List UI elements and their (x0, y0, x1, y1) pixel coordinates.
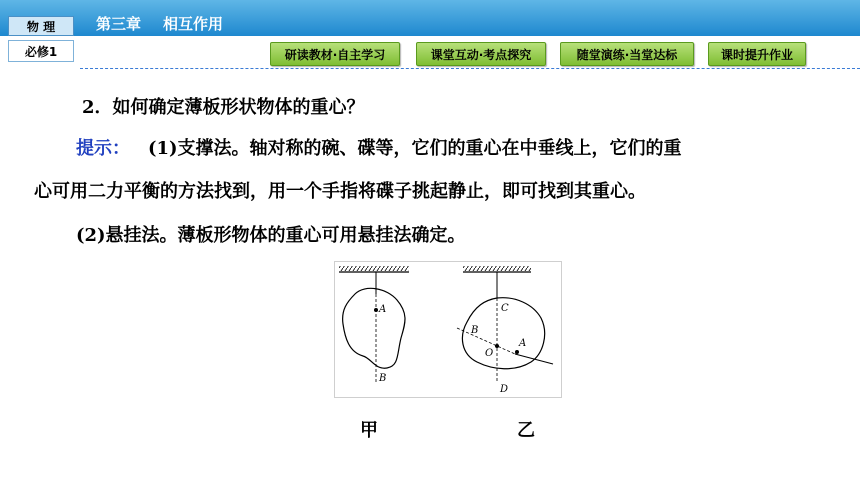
question-text: 2．如何确定薄板形状物体的重心？ (82, 97, 365, 118)
support-method-line1: (1)支撑法。轴对称的碗、碟等，它们的重心在中垂线上，它们的重 (148, 138, 682, 159)
right-point-a (515, 350, 519, 354)
chapter-title (96, 13, 245, 34)
chapter-name: 相互作用 (163, 15, 224, 33)
left-ceiling-hatch (339, 266, 409, 271)
nav-interaction-button[interactable]: 课堂互动·考点探究 (416, 42, 546, 66)
left-label-a: A (379, 304, 387, 315)
right-label-d: D (500, 384, 509, 395)
right-ceiling-hatch (463, 266, 531, 271)
right-label-o: O (485, 348, 494, 359)
hint-paragraph (76, 134, 682, 160)
right-point-o (495, 344, 499, 348)
caption-right: 乙 (517, 420, 535, 441)
nav-homework-button[interactable]: 课时提升作业 (708, 42, 806, 66)
nav-practice-button[interactable]: 随堂演练·当堂达标 (560, 42, 694, 66)
right-label-b: B (471, 325, 479, 336)
nav-bar (0, 42, 860, 68)
right-label-c: C (501, 303, 509, 314)
suspension-figure (334, 261, 562, 398)
subject-label: 物 理 (8, 16, 74, 36)
header-divider (80, 68, 860, 69)
right-solid-line (515, 354, 553, 364)
right-label-a: A (519, 338, 527, 349)
hint-label: 提示： (76, 138, 130, 159)
suspension-method-text: (2)悬挂法。薄板形物体的重心可用悬挂法确定。 (76, 225, 466, 246)
caption-left: 甲 (360, 420, 378, 441)
left-plate (343, 288, 405, 368)
support-method-line2: 心可用二力平衡的方法找到，用一个手指将碟子挑起静止，即可找到其重心。 (34, 181, 646, 202)
suspension-diagram (335, 262, 561, 397)
left-point-a (374, 308, 378, 312)
volume-label: 必修1 (8, 40, 74, 62)
chapter-number: 第三章 (96, 15, 142, 33)
left-label-b: B (379, 373, 387, 384)
nav-study-button[interactable]: 研读教材·自主学习 (270, 42, 400, 66)
